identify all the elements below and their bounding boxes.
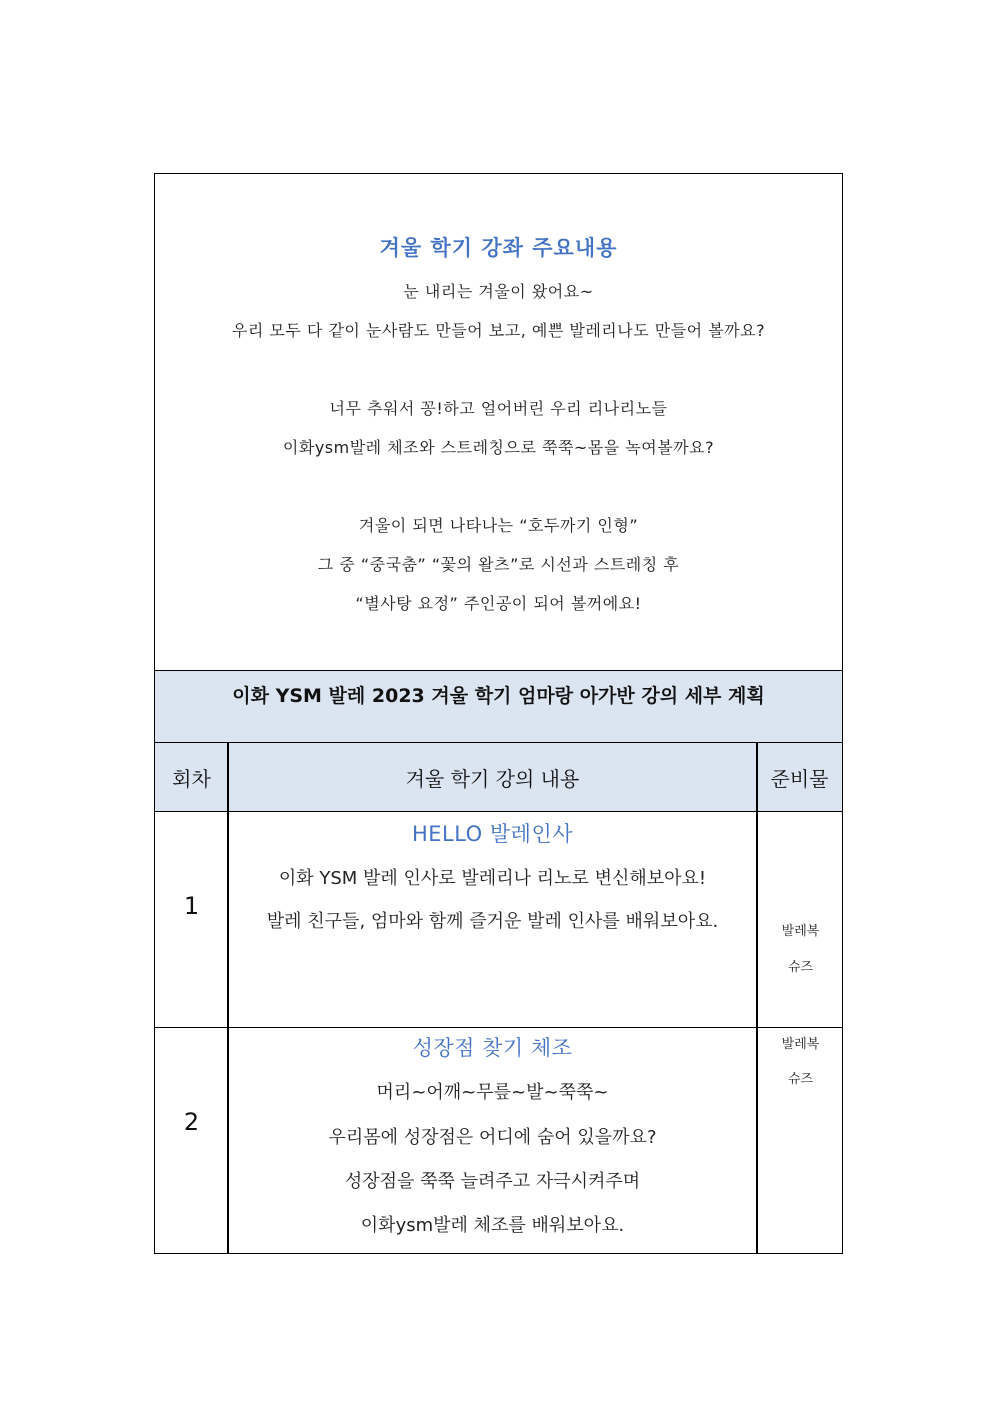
intro-line: 너무 추워서 꽁!하고 얼어버린 우리 리나리노들 [329,399,668,418]
supply-item: 발레복 [781,924,820,939]
intro-line: 겨울이 되면 나타나는 “호두까기 인형” [358,516,639,535]
intro-line: 눈 내리는 겨울이 왔어요~ [403,282,594,301]
table-row [155,1028,842,1254]
lesson-line: 이화 YSM 발레 인사로 발레리나 리노로 변신해보아요! [278,868,707,889]
header-content: 겨울 학기 강의 내용 [228,743,757,812]
lesson-line: 머리~어깨~무릎~발~쭉쭉~ [376,1082,609,1103]
session-number: 1 [183,892,200,920]
lesson-line: 성장점을 쭉쭉 늘려주고 자극시켜주며 [344,1171,641,1192]
supply-item: 발레복 [781,1037,820,1052]
session-number: 2 [183,1108,200,1136]
plan-header [155,671,842,743]
header-supplies: 준비물 [757,743,842,812]
intro-title: 겨울 학기 강좌 주요내용 [379,236,618,260]
intro-line: 이화ysm발레 체조와 스트레칭으로 쭉쭉~몸을 녹여볼까요? [282,438,715,457]
lesson-line: 발레 친구들, 엄마와 함께 즐거운 발레 인사를 배워보아요. [266,911,719,932]
intro-section [155,174,842,671]
intro-line: 우리 모두 다 같이 눈사람도 만들어 보고, 예쁜 발레리나도 만들어 볼까요? [231,321,766,340]
table-row [155,812,842,1028]
supply-item: 슈즈 [787,960,814,975]
intro-line: 그 중 “중국춤” “꽃의 왈츠”로 시선과 스트레칭 후 [317,555,680,574]
supply-item: 슈즈 [787,1072,814,1087]
plan-title: 이화 YSM 발레 2023 겨울 학기 엄마랑 아가반 강의 세부 계획 [232,685,765,707]
lesson-title: HELLO 발레인사 [411,822,574,846]
header-session: 회차 [155,743,228,812]
lesson-line: 이화ysm발레 체조를 배워보아요. [360,1215,625,1236]
lesson-line: 우리몸에 성장점은 어디에 숨어 있을까요? [328,1127,657,1148]
lesson-title: 성장점 찾기 체조 [412,1036,573,1060]
lesson-plan-document [154,173,843,1254]
intro-line: “별사탕 요정” 주인공이 되어 볼꺼에요! [355,594,642,613]
